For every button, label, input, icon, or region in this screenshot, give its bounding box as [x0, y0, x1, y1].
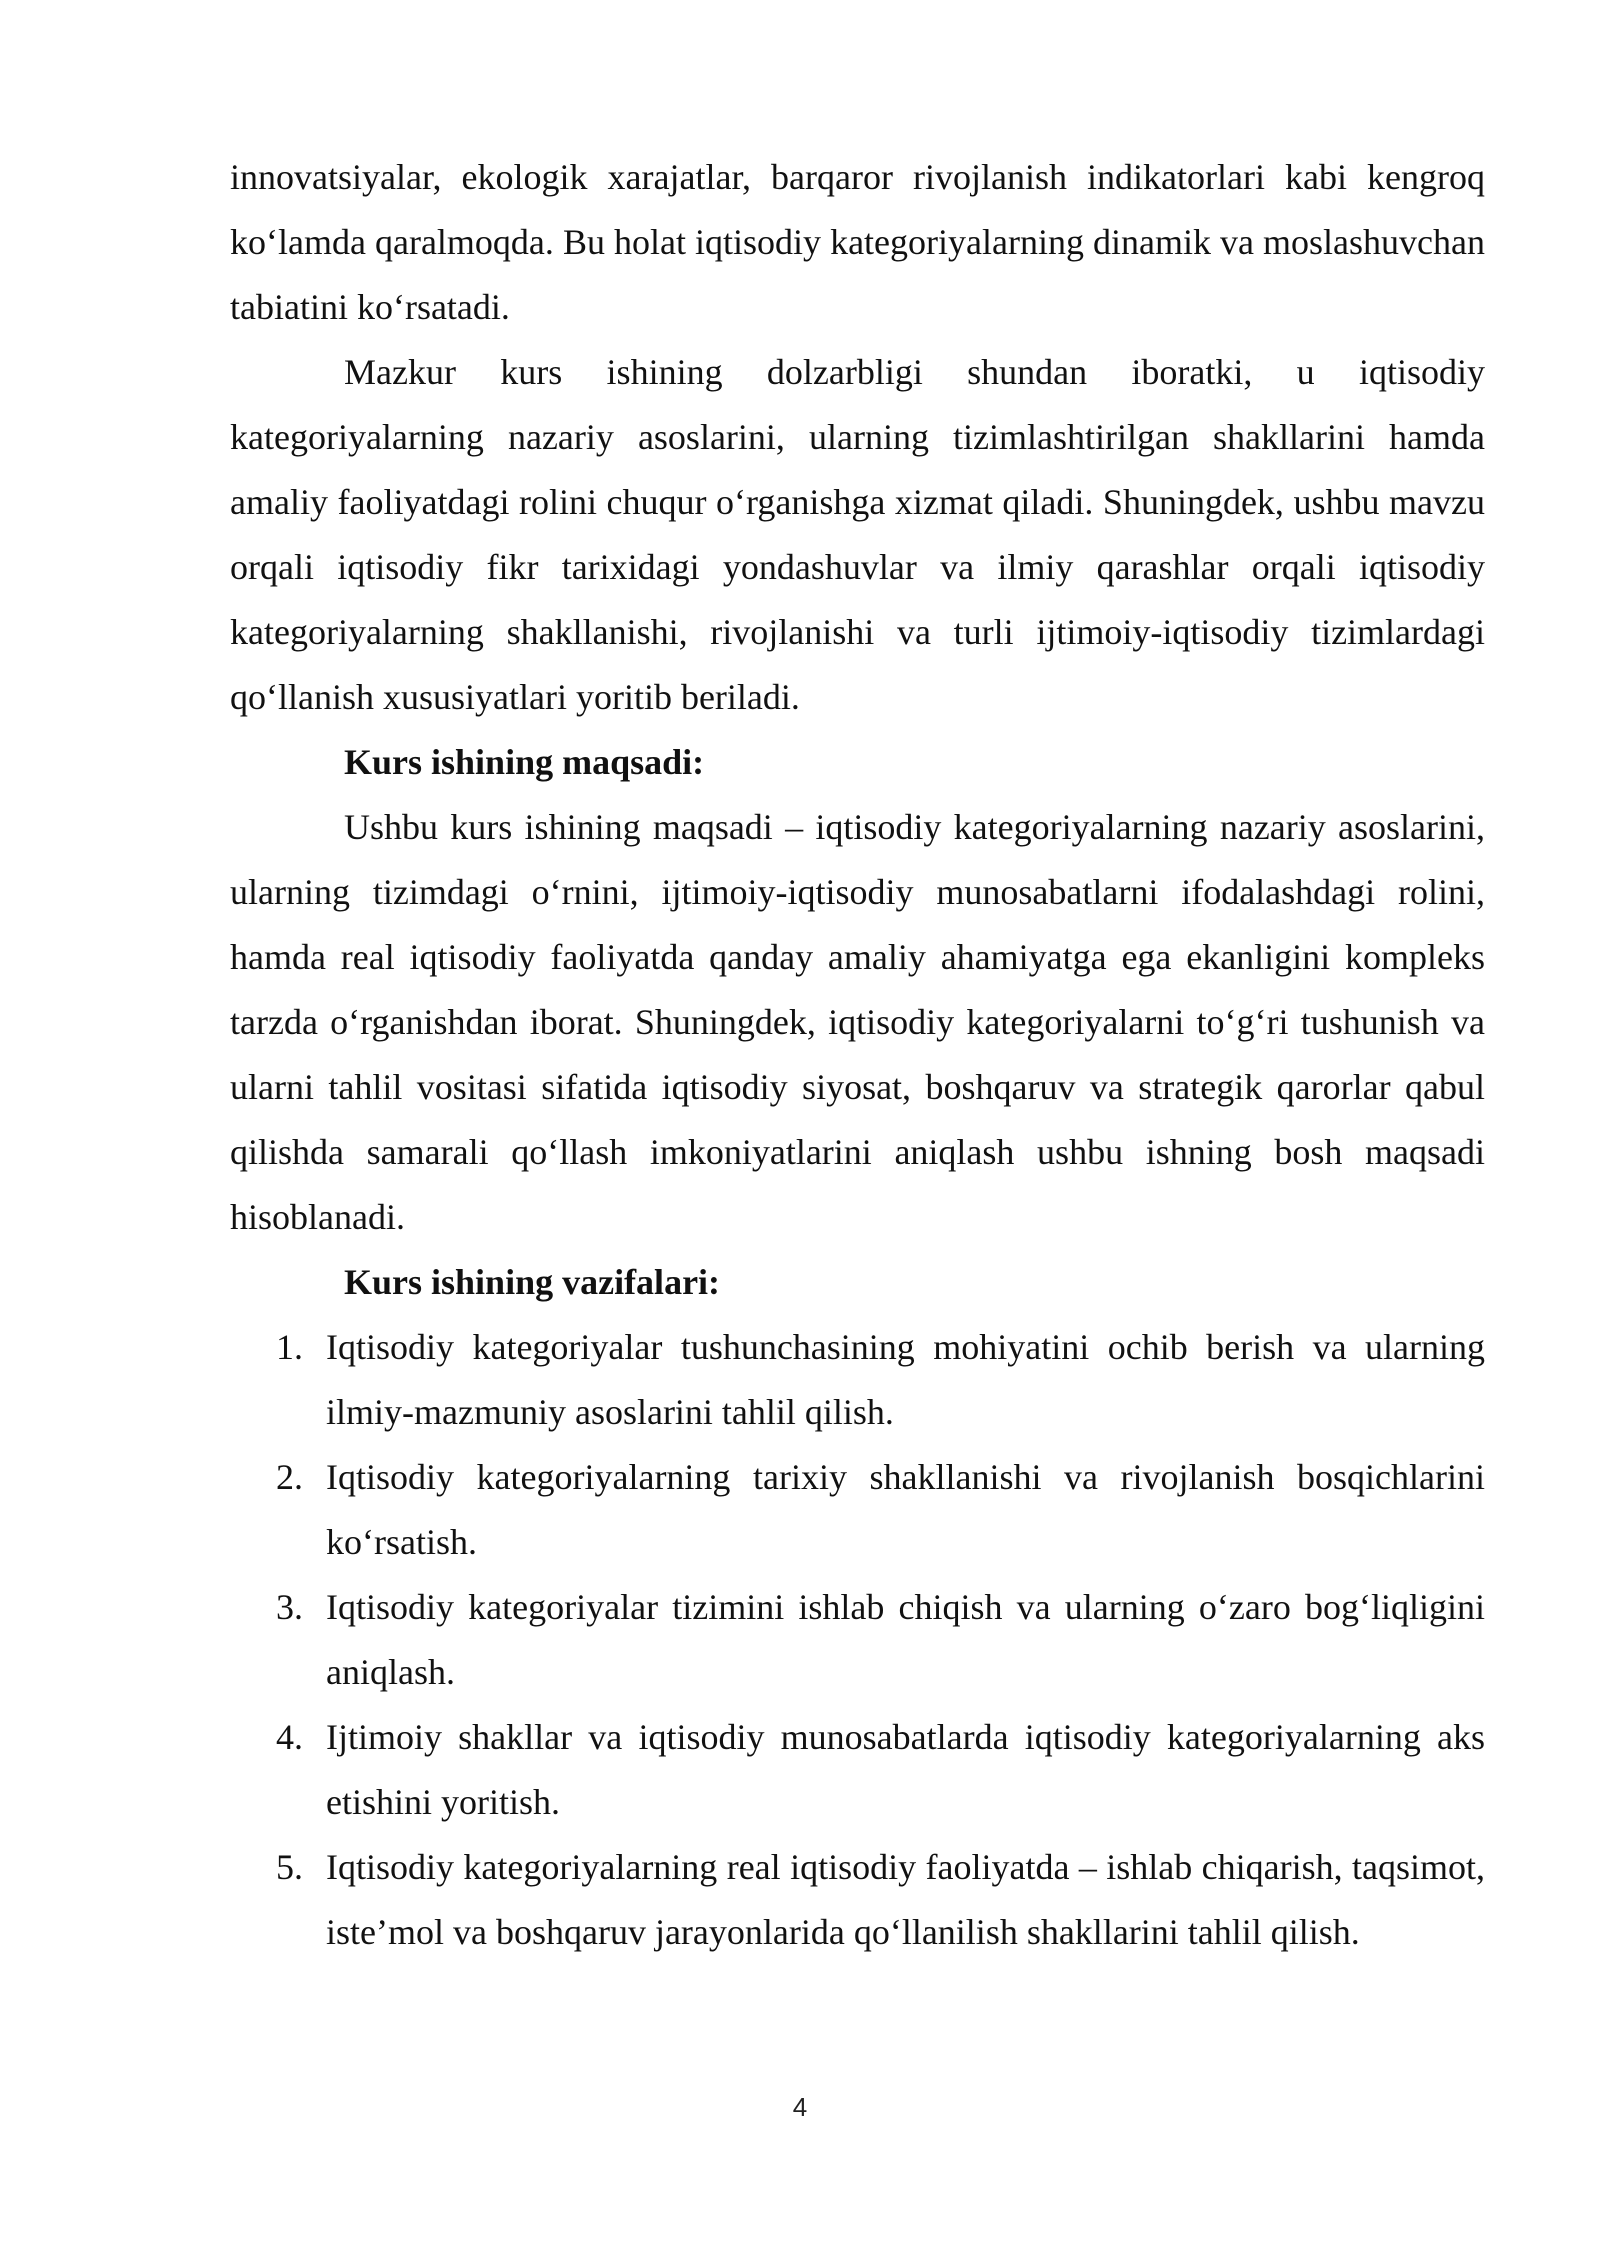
- list-item-text: Iqtisodiy kategoriyalar tizimini ishlab chiqish va ularning o‘zaro bog‘liqligini aniqlash.: [326, 1587, 1485, 1692]
- list-item: [230, 1575, 1485, 1705]
- list-item-number: 2.: [276, 1457, 303, 1497]
- list-item-text: Iqtisodiy kategoriyalarning tarixiy shakllanishi va rivojlanish bosqichlarini ko‘rsatish.: [326, 1457, 1485, 1562]
- tasks-list: [230, 1315, 1485, 1965]
- list-item-text: Iqtisodiy kategoriyalar tushunchasining mohiyatini ochib berish va ularning ilmiy-mazmuniy asoslarini tahlil qilish.: [326, 1327, 1485, 1432]
- heading-goal: Kurs ishining maqsadi:: [344, 742, 705, 782]
- list-item: [230, 1315, 1485, 1445]
- list-item-text: Ijtimoiy shakllar va iqtisodiy munosabatlarda iqtisodiy kategoriyalarning aks etishini yoritish.: [326, 1717, 1485, 1822]
- list-item: [230, 1835, 1485, 1965]
- list-item-number: 4.: [276, 1717, 303, 1757]
- page-number: 4: [792, 2092, 808, 2122]
- heading-tasks: Kurs ishining vazifalari:: [344, 1262, 721, 1302]
- list-item: [230, 1705, 1485, 1835]
- list-item-text: Iqtisodiy kategoriyalarning real iqtisodiy faoliyatda – ishlab chiqarish, taqsimot, iste’mol va boshqaruv jarayonlarida qo‘llanilish shakllarini tahlil qilish.: [326, 1847, 1485, 1952]
- paragraph-relevance: Mazkur kurs ishining dolzarbligi shundan iboratki, u iqtisodiy kategoriyalarning nazariy asoslarini, ularning tizimlashtirilgan shakllarini hamda amaliy faoliyatdagi rolini chuqur o‘rganishga xizmat qiladi. Shuningdek, ushbu mavzu orqali iqtisodiy fikr tarixidagi yondashuvlar va ilmiy qarashlar orqali iqtisodiy kategoriyalarning shakllanishi, rivojlanishi va turli ijtimoiy-iqtisodiy tizimlardagi qo‘llanish xususiyatlari yoritib beriladi.: [230, 352, 1485, 717]
- list-item-number: 5.: [276, 1847, 303, 1887]
- paragraph-intro-continuation: innovatsiyalar, ekologik xarajatlar, barqaror rivojlanish indikatorlari kabi kengroq ko‘lamda qaralmoqda. Bu holat iqtisodiy kategoriyalarning dinamik va moslashuvchan tabiatini ko‘rsatadi.: [230, 157, 1485, 327]
- page-body: [230, 145, 1485, 1965]
- paragraph-goal: Ushbu kurs ishining maqsadi – iqtisodiy kategoriyalarning nazariy asoslarini, ularning tizimdagi o‘rnini, ijtimoiy-iqtisodiy munosabatlarni ifodalashdagi rolini, hamda real iqtisodiy faoliyatda qanday amaliy ahamiyatga ega ekanligini kompleks tarzda o‘rganishdan iborat. Shuningdek, iqtisodiy kategoriyalarni to‘g‘ri tushunish va ularni tahlil vositasi sifatida iqtisodiy siyosat, boshqaruv va strategik qarorlar qabul qilishda samarali qo‘llash imkoniyatlarini aniqlash ushbu ishning bosh maqsadi hisoblanadi.: [230, 807, 1485, 1237]
- list-item: [230, 1445, 1485, 1575]
- list-item-number: 3.: [276, 1587, 303, 1627]
- list-item-number: 1.: [276, 1327, 303, 1367]
